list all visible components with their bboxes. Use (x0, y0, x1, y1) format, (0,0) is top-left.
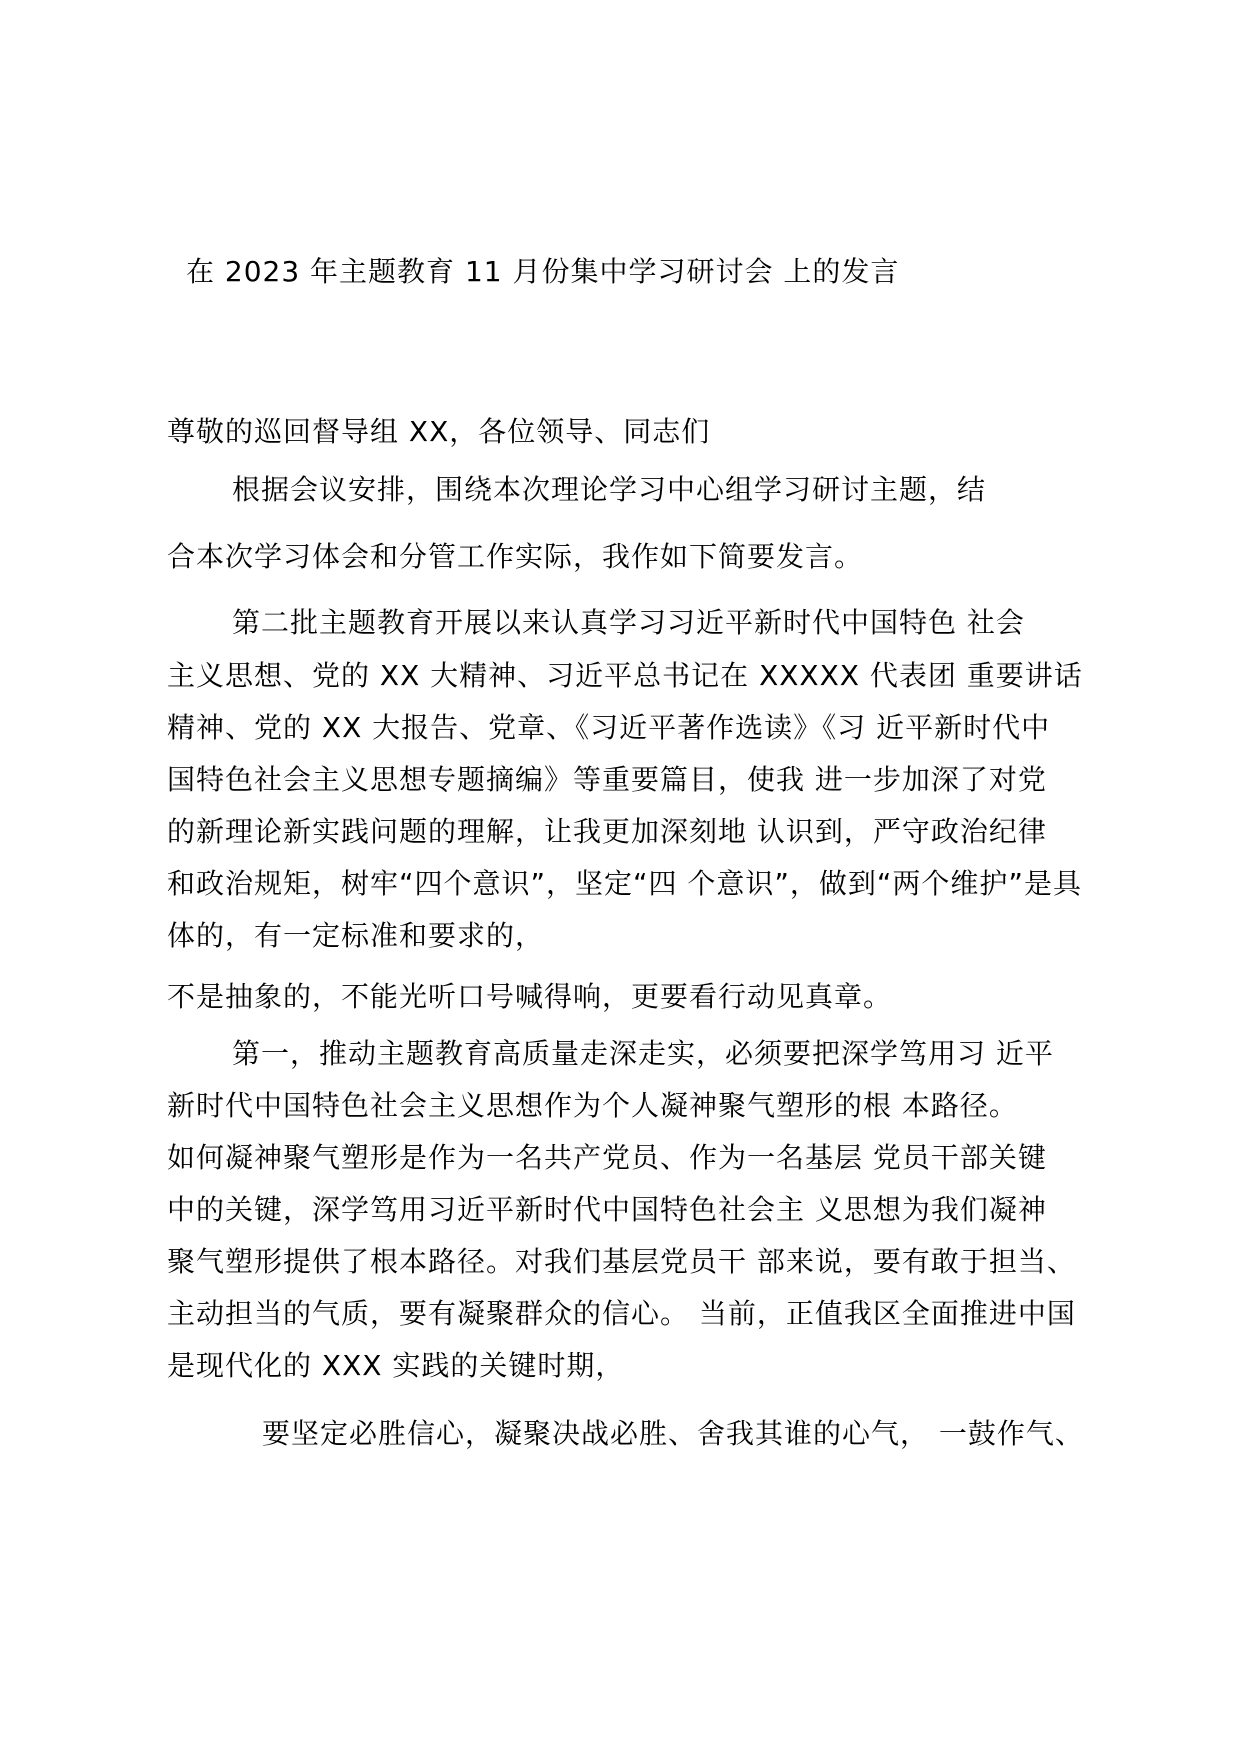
paragraph-line: 的新理论新实践问题的理解，让我更加深刻地 认识到，严守政治纪律 (167, 815, 1047, 848)
paragraph-line: 精神、党的 XX 大报告、党章、《习近平著作选读》《习 近平新时代中 (167, 711, 1051, 744)
paragraph-line: 如何凝神聚气塑形是作为一名共产党员、作为一名基层 党员干部关键 (167, 1141, 1047, 1174)
paragraph-line: 新时代中国特色社会主义思想作为个人凝神聚气塑形的根 本路径。 (167, 1089, 1018, 1122)
paragraph-line: 主义思想、党的 XX 大精神、习近平总书记在 XXXXX 代表团 重要讲话 (167, 659, 1083, 692)
paragraph-line: 不是抽象的，不能光听口号喊得响，更要看行动见真章。 (167, 980, 893, 1013)
paragraph-line: 是现代化的 XXX 实践的关键时期， (167, 1349, 625, 1382)
document-title: 在 2023 年主题教育 11 月份集中学习研讨会 上的发言 (186, 255, 900, 288)
paragraph-line: 主动担当的气质，要有凝聚群众的信心。 当前，正值我区全面推进中国 (167, 1297, 1076, 1330)
paragraph-line: 要坚定必胜信心，凝聚决战必胜、舍我其谁的心气， 一鼓作气、 (262, 1417, 1084, 1450)
paragraph-line: 根据会议安排，围绕本次理论学习中心组学习研讨主题，结 (232, 473, 987, 506)
paragraph-line: 聚气塑形提供了根本路径。对我们基层党员干 部来说，要有敢于担当、 (167, 1245, 1076, 1278)
paragraph-line: 合本次学习体会和分管工作实际，我作如下简要发言。 (167, 540, 864, 573)
paragraph-line: 体的，有一定标准和要求的， (167, 919, 545, 952)
paragraph-line: 国特色社会主义思想专题摘编》等重要篇目，使我 进一步加深了对党 (167, 763, 1047, 796)
salutation: 尊敬的巡回督导组 XX，各位领导、同志们 (167, 415, 711, 448)
paragraph-line: 第一，推动主题教育高质量走深走实，必须要把深学笃用习 近平 (232, 1037, 1054, 1070)
paragraph-line: 中的关键，深学笃用习近平新时代中国特色社会主 义思想为我们凝神 (167, 1193, 1047, 1226)
paragraph-line: 和政治规矩，树牢“四个意识”，坚定“四 个意识”，做到“两个维护”是具 (167, 867, 1082, 900)
paragraph-line: 第二批主题教育开展以来认真学习习近平新时代中国特色 社会 (232, 606, 1025, 639)
